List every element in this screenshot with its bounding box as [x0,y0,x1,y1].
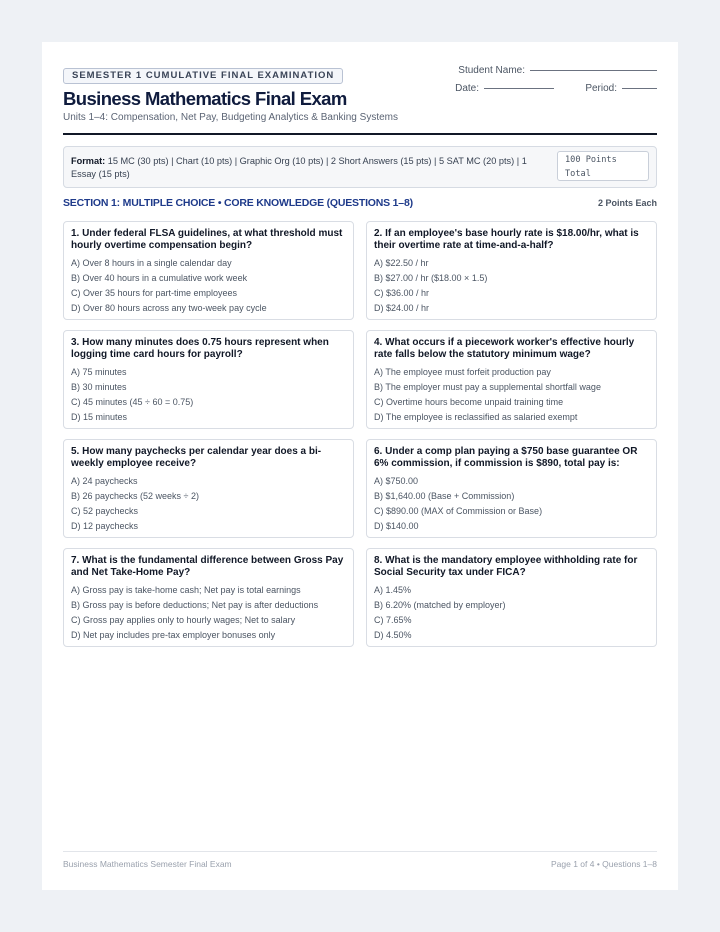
format-label: Format: [71,156,106,166]
footer-page-number: Page 1 of 4 • Questions 1–8 [551,859,657,869]
answer-option[interactable]: D) Over 80 hours across any two-week pay cycle [71,303,267,313]
section-header [63,197,657,211]
student-name-field[interactable] [458,65,657,76]
answer-option[interactable]: D) $24.00 / hr [374,303,430,313]
answer-option[interactable]: A) 75 minutes [71,367,127,377]
answer-option[interactable]: D) $140.00 [374,521,419,531]
answer-option[interactable]: D) 12 paychecks [71,521,139,531]
page-footer [63,851,657,869]
answer-option[interactable]: C) $36.00 / hr [374,288,430,298]
total-points-box [557,151,649,181]
question-card [366,221,657,320]
student-name-line[interactable] [530,70,657,71]
period-label: Period: [585,83,617,94]
answer-option[interactable]: B) 6.20% (matched by employer) [374,600,506,610]
question-text: 4. What occurs if a piecework worker's effective hourly rate falls below the statutory minimum wage? [374,337,635,360]
question-card [63,439,354,538]
answer-option[interactable]: B) Over 40 hours in a cumulative work week [71,273,248,283]
answer-option[interactable]: D) 15 minutes [71,412,128,422]
question-card [366,548,657,647]
answer-option[interactable]: D) Net pay includes pre-tax employer bonuses only [71,630,276,640]
period-line[interactable] [622,88,657,89]
date-label: Date: [455,83,479,94]
answer-option[interactable]: A) $750.00 [374,476,419,486]
answer-option[interactable]: C) 45 minutes (45 ÷ 60 = 0.75) [71,397,194,407]
answer-option[interactable]: B) $27.00 / hr ($18.00 × 1.5) [374,273,488,283]
answer-option[interactable]: B) The employer must pay a supplemental shortfall wage [374,382,601,392]
answer-option[interactable]: A) Gross pay is take-home cash; Net pay is total earnings [71,585,301,595]
answer-option[interactable]: D) 4.50% [374,630,412,640]
question-card [63,548,354,647]
answer-option[interactable]: C) Over 35 hours for part-time employees [71,288,238,298]
question-text: 5. How many paychecks per calendar year does a bi-weekly employee receive? [71,446,322,469]
answer-option[interactable]: C) 52 paychecks [71,506,139,516]
answer-option[interactable]: C) 7.65% [374,615,412,625]
answer-option[interactable]: C) Gross pay applies only to hourly wages; Net to salary [71,615,296,625]
question-text: 7. What is the fundamental difference between Gross Pay and Net Take-Home Pay? [71,555,344,578]
answer-option[interactable]: B) 26 paychecks (52 weeks ÷ 2) [71,491,199,501]
exam-page [42,42,678,890]
page-subtitle: Units 1–4: Compensation, Net Pay, Budgeting Analytics & Banking Systems [63,112,398,123]
answer-option[interactable]: D) The employee is reclassified as salaried exempt [374,412,578,422]
total-points-value: 100 Points [565,155,617,165]
page-title: Business Mathematics Final Exam [63,88,347,109]
total-points-label: Total [565,169,591,179]
format-text: 15 MC (30 pts) | Chart (10 pts) | Graphic Org (10 pts) | 2 Short Answers (15 pts) | 5 SAT MC (20 pts) | 1 Essay (15 pts) [71,156,527,179]
answer-option[interactable]: A) 24 paychecks [71,476,138,486]
format-box [63,146,657,188]
period-field[interactable] [585,83,657,94]
question-text: 3. How many minutes does 0.75 hours represent when logging time card hours for payroll? [71,337,329,360]
question-text: 6. Under a comp plan paying a $750 base guarantee OR 6% commission, if commission is $890, total pay is: [374,446,638,469]
answer-option[interactable]: B) Gross pay is before deductions; Net pay is after deductions [71,600,319,610]
answer-option[interactable]: A) The employee must forfeit production pay [374,367,551,377]
question-card [366,439,657,538]
footer-exam-name: Business Mathematics Semester Final Exam [63,859,232,869]
question-text: 2. If an employee's base hourly rate is $18.00/hr, what is their overtime rate at time-and-a-half? [374,228,639,251]
date-field[interactable] [455,83,554,94]
answer-option[interactable]: A) Over 8 hours in a single calendar day [71,258,232,268]
student-name-label: Student Name: [458,65,525,76]
question-card [63,330,354,429]
header-divider [63,133,657,135]
question-text: 8. What is the mandatory employee withholding rate for Social Security tax under FICA? [374,555,638,578]
exam-kicker-badge: SEMESTER 1 CUMULATIVE FINAL EXAMINATION [63,68,343,84]
answer-option[interactable]: C) Overtime hours become unpaid training time [374,397,564,407]
format-description [71,155,541,181]
questions-grid [63,221,657,649]
question-text: 1. Under federal FLSA guidelines, at what threshold must hourly overtime compensation begin? [71,228,343,251]
section-title: SECTION 1: MULTIPLE CHOICE • CORE KNOWLEDGE (QUESTIONS 1–8) [63,197,413,209]
question-card [366,330,657,429]
date-line[interactable] [484,88,554,89]
question-card [63,221,354,320]
section-points: 2 Points Each [597,198,657,208]
answer-option[interactable]: C) $890.00 (MAX of Commission or Base) [374,506,543,516]
answer-option[interactable]: B) $1,640.00 (Base + Commission) [374,491,515,501]
answer-option[interactable]: A) $22.50 / hr [374,258,429,268]
answer-option[interactable]: A) 1.45% [374,585,412,595]
answer-option[interactable]: B) 30 minutes [71,382,127,392]
